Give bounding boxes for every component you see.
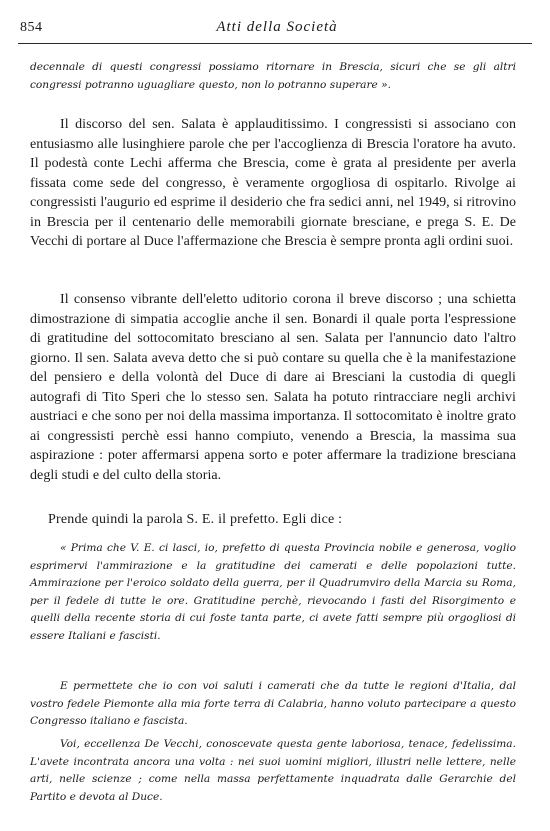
- body-paragraph: Il consenso vibrante dell'eletto uditorio corona il breve discorso ; una schietta dimostrazione di simpatia accoglie anche il sen. Bonardi il quale porta l'espressione di gratitudine del sottocomitato bresciano al sen. Salata per l'annuncio dato l'altro giorno. Il sen. Salata aveva detto che si può contare su quella che è la manifestazione del pensiero e della volontà del Duce di dare ai Bresciani la custodia di quegli autografi di Tito Speri che lo stesso sen. Salata ha potuto rintracciare negli archivi austriaci e che sono per noi della massima importanza. Il sottocomitato è inoltre grato ai congressisti perchè essi hanno compiuto, venendo a Brescia, la massima sua aspirazione : poter affermarsi appena sorto e poter affermare la tradizione bresciana degli studi e del culto della storia.: [30, 292, 516, 483]
- speech-paragraph: « Prima che V. E. ci lasci, io, prefetto di questa Provincia nobile e generosa, voglio esprimervi l'ammirazione e la gratitudine dei camerati e delle popolazioni tutte. Ammirazione per l'eroico soldato della guerra, per il Quadrumviro della Marcia su Roma, per il fedele di tutte le ore. Gratitudine perchè, rievocando i fasti del Risorgimento e quelli della recente storia di cui foste tanta parte, ci avete fatti sempre più orgogliosi di essere Italiani e fascisti.: [30, 542, 516, 642]
- running-title: Atti della Società: [216, 19, 338, 35]
- speech-paragraph: Voi, eccellenza De Vecchi, conoscevate questa gente laboriosa, tenace, fedelissima. L'avete incontrata ancora una volta : nei suoi uomini migliori, illustri nelle lettere, nelle arti, nelle scienze ; come nella massa perfettamente inquadrata dalle Gerarchie del Partito e devota al Duce.: [30, 738, 516, 803]
- quote-continuation: decennale di questi congressi possiamo ritornare in Brescia, sicuri che se gli altri congressi potranno uguagliare questo, non lo potranno superare ».: [30, 61, 516, 91]
- header-rule: [18, 43, 532, 44]
- body-paragraph: Il discorso del sen. Salata è applauditissimo. I congressisti si associano con entusiasmo alle lusinghiere parole che per l'accoglienza di Brescia l'oratore ha avuto. Il podestà conte Lechi afferma che Brescia, come è grata al presidente per averla fissata come sede del congresso, è veramente orgogliosa di ospitarlo. Rivolge ai congressisti l'augurio ed esprime il desiderio che fra sedici anni, nel 1949, si ritrovino in Brescia per il centenario delle memorabili giornate bresciane, e prega S. E. De Vecchi di portare al Duce l'affermazione che Brescia è sempre pronta agli ordini suoi.: [30, 117, 516, 249]
- page-number: 854: [20, 20, 43, 35]
- speech-intro-line: Prende quindi la parola S. E. il prefetto. Egli dice :: [48, 512, 343, 527]
- page-header: [18, 18, 536, 40]
- speech-paragraph: E permettete che io con voi saluti i camerati che da tutte le regioni d'Italia, dal vostro fedele Piemonte alla mia forte terra di Calabria, hanno voluto partecipare a questo Congresso italiano e fascista.: [30, 680, 516, 728]
